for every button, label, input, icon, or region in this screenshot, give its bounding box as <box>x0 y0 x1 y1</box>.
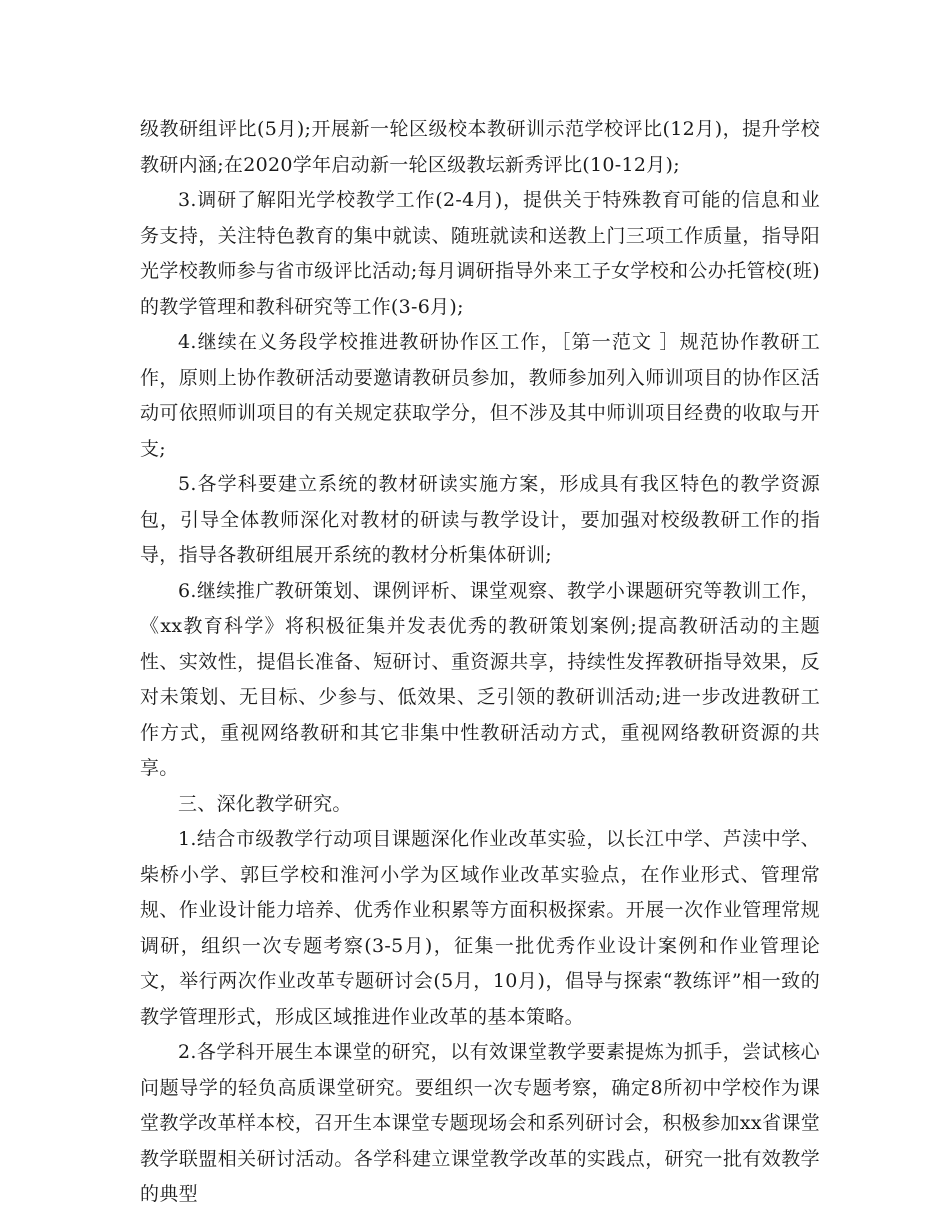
paragraph: 2.各学科开展生本课堂的研究，以有效课堂教学要素提炼为抓手，尝试核心问题导学的轻负高质课堂研究。要组织一次专题考察，确定8所初中学校作为课堂教学改革样本校，召开生本课堂专题现场会和系列研讨会，积极参加xx省课堂教学联盟相关研讨活动。各学科建立课堂教学改革的实践点，研究一批有效教学的典型 <box>140 1041 820 1205</box>
paragraph: 6.继续推广教研策划、课例评析、课堂观察、教学小课题研究等教训工作，《xx教育科学》将积极征集并发表优秀的教研策划案例;提高教研活动的主题性、实效性，提倡长准备、短研讨、重资源共享，持续性发挥教研指导效果，反对未策划、无目标、少参与、低效果、乏引领的教研训活动;进一步改进教研工作方式，重视网络教研和其它非集中性教研活动方式，重视网络教研资源的共享。 <box>140 579 820 779</box>
paragraph: 1.结合市级教学行动项目课题深化作业改革实验，以长江中学、芦渎中学、柴桥小学、郭巨学校和淮河小学为区域作业改革实验点，在作业形式、管理常规、作业设计能力培养、优秀作业积累等方面积极探索。开展一次作业管理常规调研，组织一次专题考察(3-5月)，征集一批优秀作业设计案例和作业管理论文，举行两次作业改革专题研讨会(5月，10月)，倡导与探索“教练评”相一致的教学管理形式，形成区域推进作业改革的基本策略。 <box>140 828 820 1028</box>
paragraph: 4.继续在义务段学校推进教研协作区工作，［第一范文 ］规范协作教研工作，原则上协作教研活动要邀请教研员参加，教师参加列入师训项目的协作区活动可依照师训项目的有关规定获取学分，但不涉及其中师训项目经费的收取与开支; <box>140 331 820 460</box>
paragraph: 5.各学科要建立系统的教材研读实施方案，形成具有我区特色的教学资源包，引导全体教师深化对教材的研读与教学设计，要加强对校级教研工作的指导，指导各教研组展开系统的教材分析集体研训; <box>140 473 820 566</box>
document-body <box>140 112 820 1213</box>
paragraph: 3.调研了解阳光学校教学工作(2-4月)，提供关于特殊教育可能的信息和业务支持，关注特色教育的集中就读、随班就读和送教上门三项工作质量，指导阳光学校教师参与省市级评比活动;每月调研指导外来工子女学校和公办托管校(班)的教学管理和教科研究等工作(3-6月); <box>140 189 820 318</box>
section-heading: 三、深化教学研究。 <box>178 792 352 815</box>
paragraph: 级教研组评比(5月);开展新一轮区级校本教研训示范学校评比(12月)，提升学校教研内涵;在2020学年启动新一轮区级教坛新秀评比(10-12月); <box>140 118 820 176</box>
